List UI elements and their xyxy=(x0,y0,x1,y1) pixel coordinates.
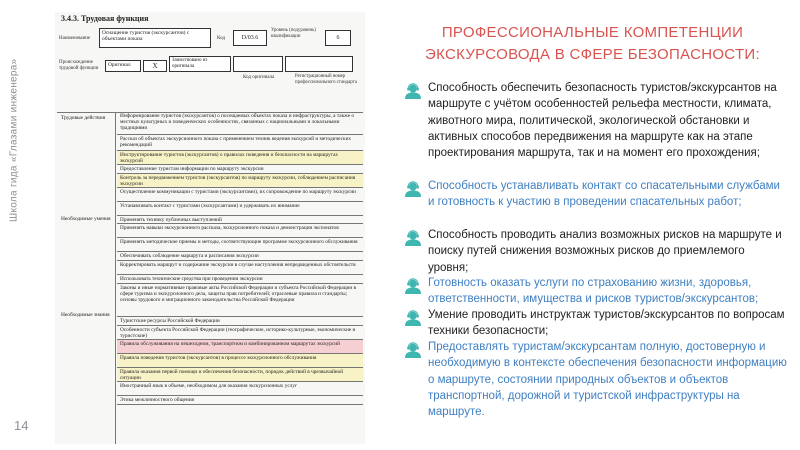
table-row: Корректировать маршрут и содержание экскурсии в случае наступления непредвиденных обстоятельств xyxy=(117,261,363,275)
code-value: D/03.6 xyxy=(233,30,267,46)
table-row: Осуществление коммуникации с туристами (экскурсантами), их сопровождение по маршруту экскурсии xyxy=(117,188,363,202)
doc-heading: 3.4.3. Трудовая функция xyxy=(61,14,149,23)
competency-text: Способность обеспечить безопасность туристов/экскурсантов на маршруте с учётом особенностей рельефа местности, климата, животного мира, политической, экологической обстановки и активных способов передвижения на маршруте как на этапе проектирования маршрута, так и на момент его прохождения; xyxy=(428,82,777,160)
table-row: Контроль за передвижением туристов (экскурсантов) по маршруту экскурсии, соблюдением расписания экскурсии xyxy=(117,174,363,188)
level-label: Уровень (подуровень) квалификации xyxy=(271,28,316,39)
table-row: Рассказ об объектах экскурсионного показа с применением техник ведения экскурсий и методических рекомендаций xyxy=(117,135,363,151)
title-line-1: ПРОФЕССИОНАЛЬНЫЕ КОМПЕТЕНЦИИ xyxy=(441,24,744,41)
support-person-icon xyxy=(402,83,424,99)
table-row: Обеспечивать соблюдение маршрута и расписания экскурсии xyxy=(117,252,363,261)
table-row: Применять навыки экскурсионного рассказа, экскурсионного показа и демонстрации экспонатов xyxy=(117,224,363,238)
table-row: Инструктирование туристов (экскурсантов) о правилах поведения и безопасности на маршрутах экскурсий xyxy=(117,151,363,165)
section-skills: Необходимые умения xyxy=(61,216,111,222)
title-line-2: ЭКСКУРСОВОДА В СФЕРЕ БЕЗОПАСНОСТИ: xyxy=(425,46,760,63)
table-row: Информирование туристов (экскурсантов) о посещаемых объектах показа и инфраструктуры, а также о местных культурных и поведенческих особенностях, связанных с национальными и локальными традициями xyxy=(117,112,363,135)
slide-title xyxy=(405,22,780,66)
scanned-document xyxy=(55,12,365,444)
orig-code-label: Код оригинала xyxy=(243,75,275,80)
competency-text: Готовность оказать услуги по страхованию жизни, здоровья, ответственности, имущества и рисков туристов/экскурсантов; xyxy=(428,277,759,306)
functions-table xyxy=(57,112,363,444)
table-row: Применять технику публичных выступлений xyxy=(117,216,363,224)
series-title: Школа гида «Глазами инженера» xyxy=(8,58,20,222)
competency-text: Умение проводить инструктаж туристов/экскурсантов по вопросам техники безопасности; xyxy=(428,309,785,338)
table-row: Туристские ресурсы Российской Федерации xyxy=(117,317,363,326)
original-label: Оригинал xyxy=(105,60,141,72)
support-person-icon xyxy=(402,310,424,326)
table-row: Предоставление туристам информации по маршруту экскурсии xyxy=(117,165,363,174)
support-person-icon xyxy=(402,230,424,246)
support-person-icon xyxy=(402,181,424,197)
table-row: Правила оказания первой помощи и обеспечения безопасности, порядок действий в чрезвычайной ситуации xyxy=(117,368,363,382)
reg-label: Регистрационный номер профессионального стандарта xyxy=(295,74,357,85)
support-person-icon xyxy=(402,342,424,358)
original-mark: X xyxy=(143,60,167,72)
origin-label: Происхождение трудовой функции xyxy=(59,60,99,71)
page-number: 14 xyxy=(14,418,29,433)
orig-code-box xyxy=(233,56,283,72)
section-knowledge: Необходимые знания xyxy=(61,312,110,318)
table-row: Этика межличностного общения xyxy=(117,396,363,405)
name-label: Наименование xyxy=(59,36,91,41)
level-value: 6 xyxy=(325,30,351,46)
support-person-icon xyxy=(402,278,424,294)
table-row: Применять методические приемы и методы, соответствующие программе экскурсионного обслуживания xyxy=(117,238,363,252)
competency-text: Способность проводить анализ возможных рисков на маршруте и поиску путей снижения возможных рисков до приемлемого уровня; xyxy=(428,229,782,274)
table-rows xyxy=(117,112,363,405)
name-value: Оснащение туристов (экскурсантов) с объектами показа xyxy=(99,28,211,48)
table-row: Правила поведения туристов (экскурсантов) в процессе экскурсионного обслуживания xyxy=(117,354,363,368)
competency-text: Способность устанавливать контакт со спасательными службами и готовность к участию в проведении спасательных работ; xyxy=(428,180,780,209)
table-row: Устанавливать контакт с туристами (экскурсантами) и удерживать их внимание xyxy=(117,202,363,216)
table-row: Особенности субъекта Российской Федерации (географические, историко-культурные, экономические и туристские) xyxy=(117,326,363,340)
table-row: Иностранный язык в объеме, необходимом для оказания экскурсионных услуг xyxy=(117,382,363,396)
table-row: Использовать технические средства при проведении экскурсии xyxy=(117,275,363,284)
reg-box xyxy=(285,56,353,72)
code-label: Код xyxy=(217,36,225,41)
table-row: Правила обслуживания на пешеходном, транспортном и комбинированном маршрутах экскурсий xyxy=(117,340,363,354)
table-row: Законы и иные нормативные правовые акты Российской Федерации и субъекта Российской Федерации в сфере туризма и экскурсионного дела, защиты прав потребителей; отраслевые правила и стандарты; основы трудового и миграционного законодательства Российской Федерации xyxy=(117,284,363,317)
section-labor: Трудовые действия xyxy=(61,115,106,121)
competency-text: Предоставлять туристам/экскурсантам полную, достоверную и необходимую в контексте обеспечения безопасности информацию о маршруте, состоянии природных объектов и объектов транспортной, дорожной и туристской инфраструктуры на маршруте. xyxy=(428,341,787,419)
borrowed-label: Заимствовано из оригинала xyxy=(169,56,231,72)
